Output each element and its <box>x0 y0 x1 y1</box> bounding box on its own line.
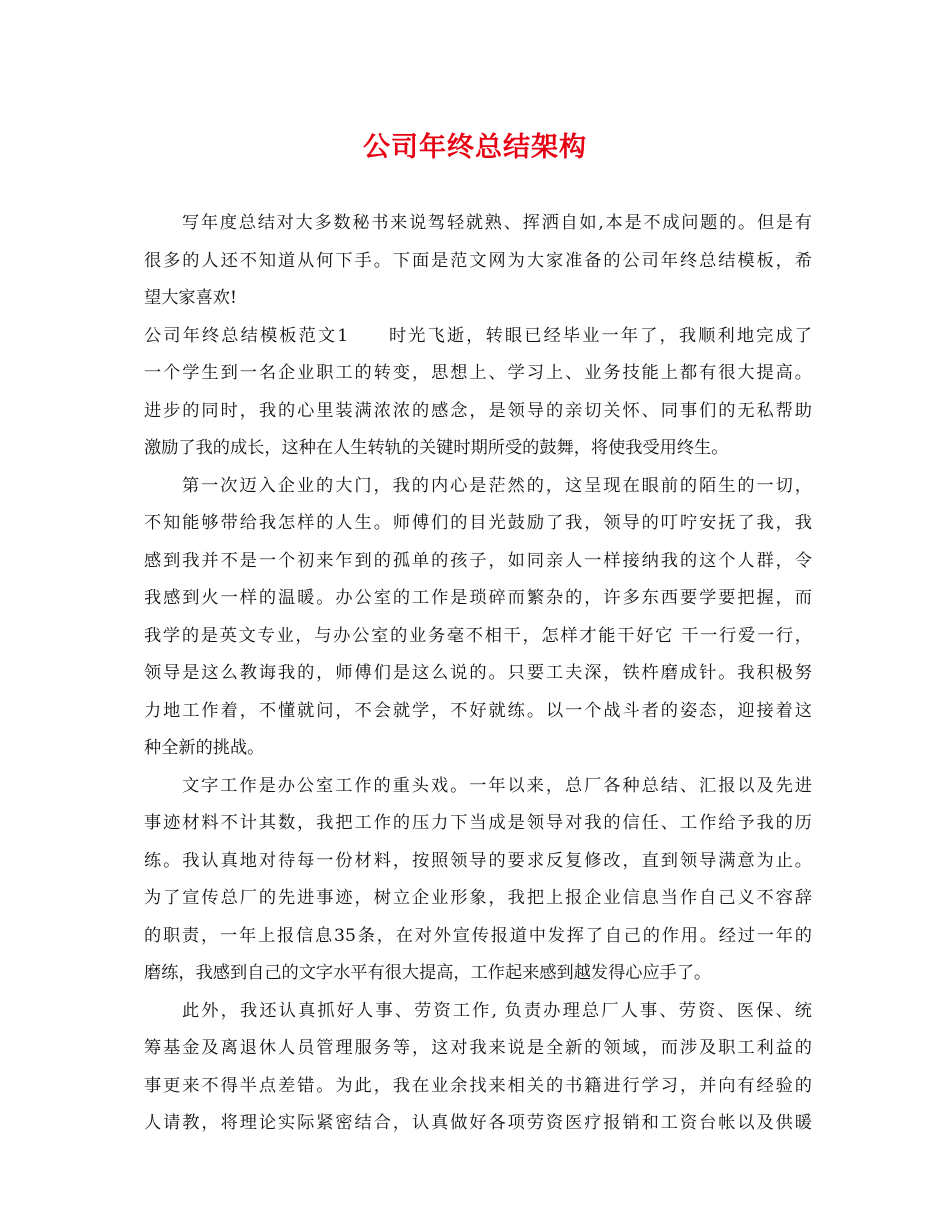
text-line: 很多的人还不知道从何下手。下面是范文网为大家准备的公司年终总结模板，希 <box>144 250 812 271</box>
text-line: 进步的同时，我的心里装满浓浓的感念，是领导的亲切关怀、同事们的无私帮助 <box>144 400 812 421</box>
text-line: 事迹材料不计其数，我把工作的压力下当成是领导对我的信任、工作给予我的历 <box>144 813 812 833</box>
text-line: 我学的是英文专业，与办公室的业务毫不相干，怎样才能干好它 干一行爱一行， <box>144 625 812 646</box>
text-line: 的职责，一年上报信息35条，在对外宣传报道中发挥了自己的作用。经过一年的 <box>144 925 812 946</box>
text-line: 我感到火一样的温暖。办公室的工作是琐碎而繁杂的，许多东西要学要把握，而 <box>144 588 812 608</box>
text-line: 种全新的挑战。 <box>144 738 265 758</box>
text-line: 第一次迈入企业的大门，我的内心是茫然的，这呈现在眼前的陌生的一切， <box>182 475 812 496</box>
text-line: 文字工作是办公室工作的重头戏。一年以来，总厂各种总结、汇报以及先进 <box>182 775 812 796</box>
text-line: 不知能够带给我怎样的人生。师傅们的目光鼓励了我，领导的叮咛安抚了我，我 <box>144 513 812 533</box>
document-body <box>144 205 812 1143</box>
text-line: 公司年终总结模板范文1 时光飞逝，转眼已经毕业一年了，我顺利地完成了 <box>144 325 812 346</box>
document-title: 公司年终总结架构 <box>363 132 587 163</box>
text-line: 此外，我还认真抓好人事、劳资工作, 负责办理总厂人事、劳资、医保、统 <box>182 1000 812 1021</box>
text-line: 练。我认真地对待每一份材料，按照领导的要求反复修改，直到领导满意为止。 <box>144 850 812 871</box>
text-line: 写年度总结对大多数秘书来说驾轻就熟、挥洒自如,本是不成问题的。但是有 <box>182 213 812 233</box>
text-line: 力地工作着，不懂就问，不会就学，不好就练。以一个战斗者的姿态，迎接着这 <box>144 700 812 721</box>
text-line: 磨练，我感到自己的文字水平有很大提高，工作起来感到越发得心应手了。 <box>144 963 712 983</box>
text-line: 事更来不得半点差错。为此，我在业余找来相关的书籍进行学习，并向有经验的 <box>144 1075 812 1096</box>
text-line: 感到我并不是一个初来乍到的孤单的孩子，如同亲人一样接纳我的这个人群，令 <box>144 550 812 571</box>
text-line: 领导是这么教诲我的，师傅们是这么说的。只要工夫深，铁杵磨成针。我积极努 <box>144 663 812 683</box>
text-line: 望大家喜欢! <box>144 288 237 308</box>
text-line: 一个学生到一名企业职工的转变，思想上、学习上、业务技能上都有很大提高。 <box>144 363 812 383</box>
text-line: 激励了我的成长，这种在人生转轨的关键时期所受的鼓舞，将使我受用终生。 <box>144 438 729 458</box>
text-line: 为了宣传总厂的先进事迹，树立企业形象，我把上报企业信息当作自己义不容辞 <box>144 888 812 908</box>
text-line: 人请教，将理论实际紧密结合，认真做好各项劳资医疗报销和工资台帐以及供暖 <box>144 1113 812 1133</box>
text-line: 筹基金及离退休人员管理服务等，这对我来说是全新的领域，而涉及职工利益的 <box>144 1038 812 1058</box>
